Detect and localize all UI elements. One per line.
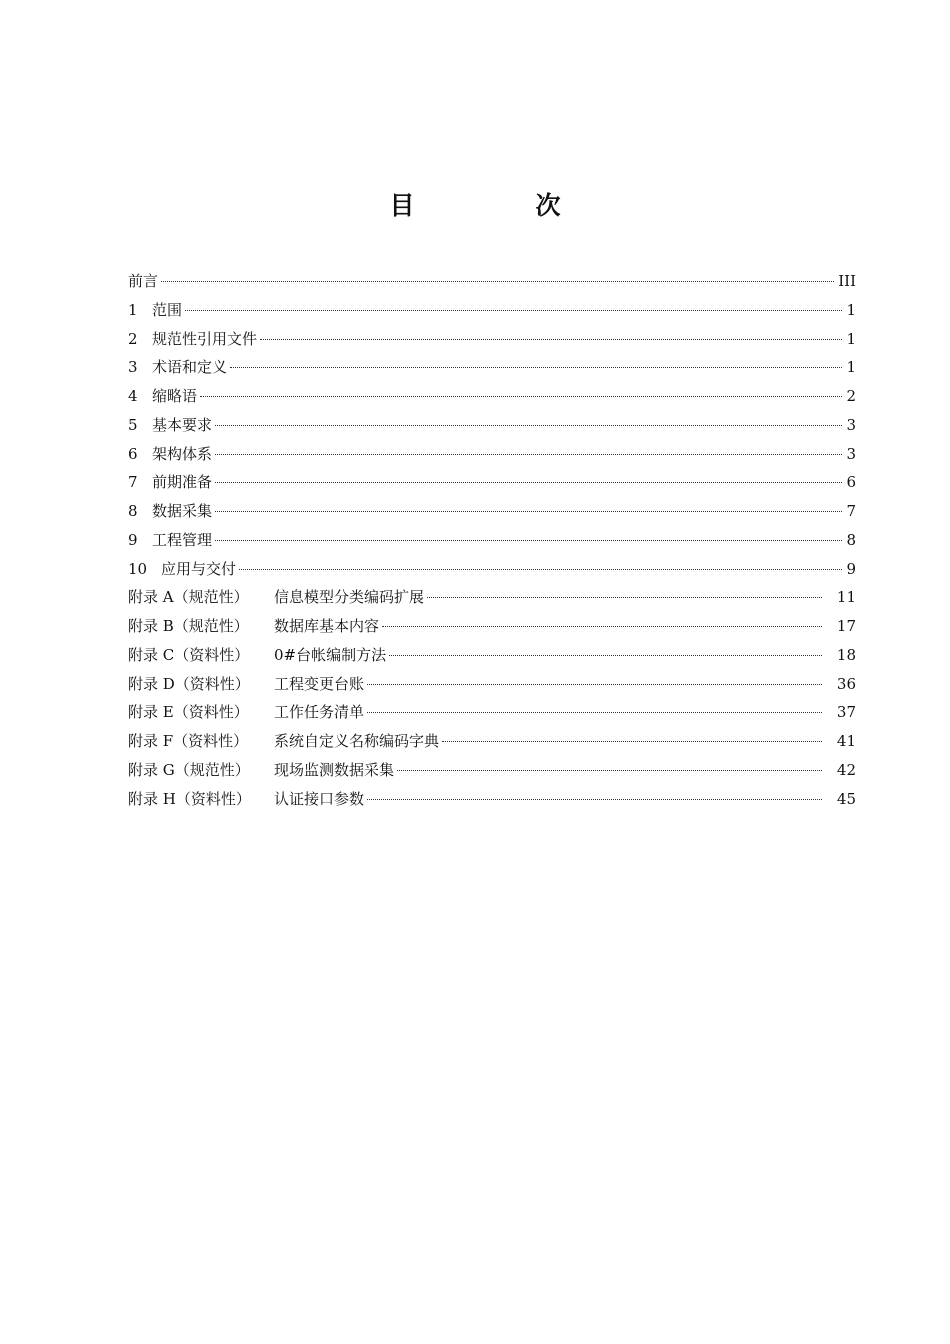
toc-entry-label: 现场监测数据采集 — [274, 760, 395, 779]
toc-entry[interactable] — [128, 411, 856, 440]
toc-page-number: 1 — [846, 329, 856, 348]
toc-entry-label: 工程管理 — [152, 530, 213, 549]
toc-entry[interactable] — [128, 296, 856, 325]
toc-page-number: 1 — [846, 358, 856, 377]
toc-section-number: 10 — [128, 559, 148, 578]
toc-section-number: 4 — [128, 387, 138, 405]
toc-section-number: 8 — [128, 502, 138, 520]
toc-section-number: 1 — [128, 300, 138, 319]
toc-entry-label: 规范性引用文件 — [152, 329, 258, 348]
page-title: 目 次 — [389, 191, 609, 220]
toc-entry[interactable] — [128, 526, 856, 555]
toc-entry-label: 工作任务清单 — [274, 703, 365, 722]
dot-leader — [260, 338, 842, 340]
toc-page-number: 9 — [846, 559, 856, 578]
dot-leader — [389, 654, 822, 656]
toc-appendix-number: 附录 G（规范性） — [128, 760, 250, 779]
toc-entry-label: 缩略语 — [152, 387, 198, 405]
toc-page-number: 41 — [836, 732, 856, 750]
dot-leader — [239, 568, 842, 570]
toc-page-number: 2 — [846, 387, 856, 405]
toc-entry-label: 范围 — [152, 300, 183, 319]
dot-leader — [442, 740, 822, 742]
toc-appendix-number: 附录 E（资料性） — [128, 703, 249, 722]
toc-page-number: 1 — [846, 300, 856, 319]
toc-page-number: 6 — [846, 473, 856, 492]
toc-entry-label: 数据库基本内容 — [274, 617, 380, 635]
toc-page-number: 3 — [846, 415, 856, 434]
toc-entry-label: 信息模型分类编码扩展 — [274, 588, 425, 607]
toc-page-number: 42 — [836, 760, 856, 779]
toc-appendix-number: 附录 A（规范性） — [128, 588, 249, 607]
toc-section-number: 7 — [128, 473, 138, 492]
toc-appendix-number: 附录 D（资料性） — [128, 674, 250, 693]
dot-leader — [367, 798, 822, 800]
toc-page-number: 36 — [836, 674, 856, 693]
toc-page-number: 45 — [836, 789, 856, 808]
dot-leader — [161, 280, 834, 282]
toc-entry-label: 系统自定义名称编码字典 — [274, 732, 440, 750]
toc-page-number: 8 — [846, 530, 856, 549]
toc-appendix-number: 附录 H（资料性） — [128, 789, 251, 808]
dot-leader — [185, 309, 842, 311]
toc-entry[interactable] — [128, 698, 856, 727]
dot-leader — [215, 424, 842, 426]
toc-section-number: 6 — [128, 444, 138, 463]
dot-leader — [367, 711, 822, 713]
dot-leader — [215, 539, 842, 541]
toc-page-number: 17 — [836, 617, 856, 635]
dot-leader — [382, 625, 822, 627]
toc-entry[interactable] — [128, 440, 856, 469]
toc-section-number: 5 — [128, 415, 138, 434]
toc-entry[interactable] — [128, 468, 856, 497]
toc-entry-label: 基本要求 — [152, 415, 213, 434]
toc-entry-label: 数据采集 — [152, 502, 213, 520]
toc-entry[interactable] — [128, 583, 856, 612]
toc-entry[interactable] — [128, 670, 856, 699]
dot-leader — [427, 596, 822, 598]
toc-page-number: 37 — [836, 703, 856, 722]
toc-entry[interactable] — [128, 382, 856, 411]
toc-entry-label: 工程变更台账 — [274, 674, 365, 693]
toc-entry[interactable] — [128, 325, 856, 354]
toc-page-number: 18 — [836, 645, 856, 664]
dot-leader — [215, 453, 842, 455]
dot-leader — [200, 395, 842, 397]
toc-appendix-number: 附录 B（规范性） — [128, 617, 249, 635]
toc-page-number: 11 — [836, 588, 856, 607]
toc-entry[interactable] — [128, 727, 856, 756]
toc-entry[interactable] — [128, 785, 856, 814]
dot-leader — [397, 769, 822, 771]
dot-leader — [215, 481, 842, 483]
toc-page-number: 3 — [846, 444, 856, 463]
toc-appendix-number: 附录 F（资料性） — [128, 732, 249, 750]
toc-section-number: 3 — [128, 358, 138, 377]
toc-page-number: III — [838, 272, 856, 290]
toc-entry[interactable] — [128, 555, 856, 584]
dot-leader — [215, 510, 842, 512]
toc-entry[interactable] — [128, 497, 856, 526]
toc-entry[interactable] — [128, 353, 856, 382]
toc-entry-label: 术语和定义 — [152, 358, 228, 377]
toc-entry[interactable] — [128, 267, 856, 296]
toc-entry-label: 应用与交付 — [161, 559, 237, 578]
toc-entry[interactable] — [128, 756, 856, 785]
toc-entry-label: 认证接口参数 — [274, 789, 365, 808]
toc-entry[interactable] — [128, 612, 856, 641]
toc-appendix-number: 附录 C（资料性） — [128, 645, 250, 664]
dot-leader — [230, 366, 842, 368]
toc-section-number: 9 — [128, 530, 138, 549]
toc-entry[interactable] — [128, 641, 856, 670]
dot-leader — [367, 683, 822, 685]
toc-entry-label: 架构体系 — [152, 444, 213, 463]
toc-section-number: 2 — [128, 329, 138, 348]
toc-entry-label: 前期准备 — [152, 473, 213, 492]
toc-page-number: 7 — [846, 502, 856, 520]
toc-entry-label: 前言 — [128, 272, 159, 290]
toc-entry-label: 0#台帐编制方法 — [274, 645, 387, 664]
table-of-contents — [128, 267, 856, 813]
